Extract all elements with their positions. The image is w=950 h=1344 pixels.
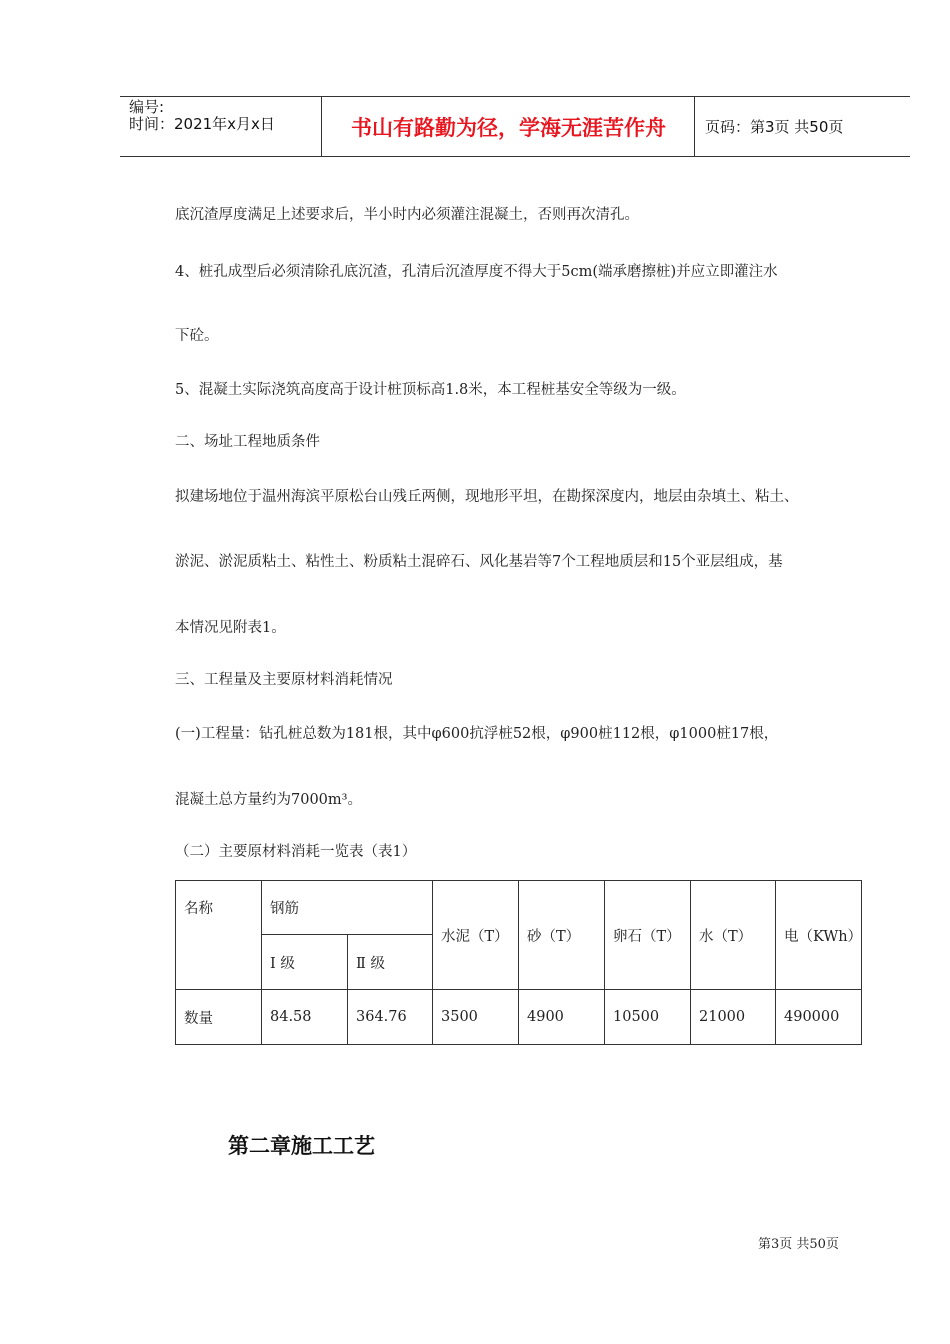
table-header-grade1: Ⅰ 级 [262, 935, 348, 990]
table-cell: 21000 [691, 990, 776, 1045]
paragraph: 4、桩孔成型后必须清除孔底沉渣，孔清后沉渣厚度不得大于5cm(端承磨擦桩)并应立即灌注水 [175, 264, 778, 280]
table-header-grade2: Ⅱ 级 [348, 935, 433, 990]
header-meta [129, 99, 275, 133]
section-heading: 二、场址工程地质条件 [175, 434, 320, 450]
page-header [120, 96, 910, 157]
table-header-power: 电（KWh） [776, 881, 862, 990]
table-header-cement: 水泥（T） [433, 881, 519, 990]
paragraph: 本情况见附表1。 [175, 620, 286, 636]
table-cell: 4900 [519, 990, 605, 1045]
header-number: 编号: [129, 98, 165, 116]
table-cell: 10500 [605, 990, 691, 1045]
paragraph: 下砼。 [175, 328, 219, 344]
table-cell: 364.76 [348, 990, 433, 1045]
page-footer: 第3页 共50页 [758, 1237, 839, 1252]
chapter-title: 第二章施工工艺 [228, 1134, 375, 1158]
paragraph: 混凝土总方量约为7000m³。 [175, 792, 362, 808]
table-header-water: 水（T） [691, 881, 776, 990]
header-motto: 书山有路勤为径，学海无涯苦作舟 [351, 115, 666, 140]
paragraph: 拟建场地位于温州海滨平原松台山残丘两侧，现地形平坦，在勘探深度内，地层由杂填土、粘土、 [175, 489, 799, 505]
paragraph: 5、混凝土实际浇筑高度高于设计桩顶标高1.8米，本工程桩基安全等级为一级。 [175, 382, 686, 398]
paragraph: (一)工程量：钻孔桩总数为181根，其中φ600抗浮桩52根，φ900桩112根，φ1000桩17根， [175, 726, 779, 742]
table-header-sand: 砂（T） [519, 881, 605, 990]
section-heading: 三、工程量及主要原材料消耗情况 [175, 672, 393, 688]
table-row-label: 数量 [176, 990, 262, 1045]
materials-table [175, 880, 862, 1045]
table-header-steel: 钢筋 [262, 881, 433, 935]
table-caption: （二）主要原材料消耗一览表（表1） [175, 844, 417, 860]
paragraph: 底沉渣厚度满足上述要求后，半小时内必须灌注混凝土，否则再次清孔。 [175, 207, 639, 223]
table-cell: 84.58 [262, 990, 348, 1045]
header-page-number: 页码：第3页 共50页 [705, 118, 844, 136]
table-header-name: 名称 [176, 881, 262, 990]
table-header-gravel: 卵石（T） [605, 881, 691, 990]
paragraph: 淤泥、淤泥质粘土、粘性土、粉质粘土混碎石、风化基岩等7个工程地质层和15个亚层组成，基 [175, 554, 783, 570]
table-cell: 3500 [433, 990, 519, 1045]
table-cell: 490000 [776, 990, 862, 1045]
header-time: 时间：2021年x月x日 [129, 115, 275, 133]
